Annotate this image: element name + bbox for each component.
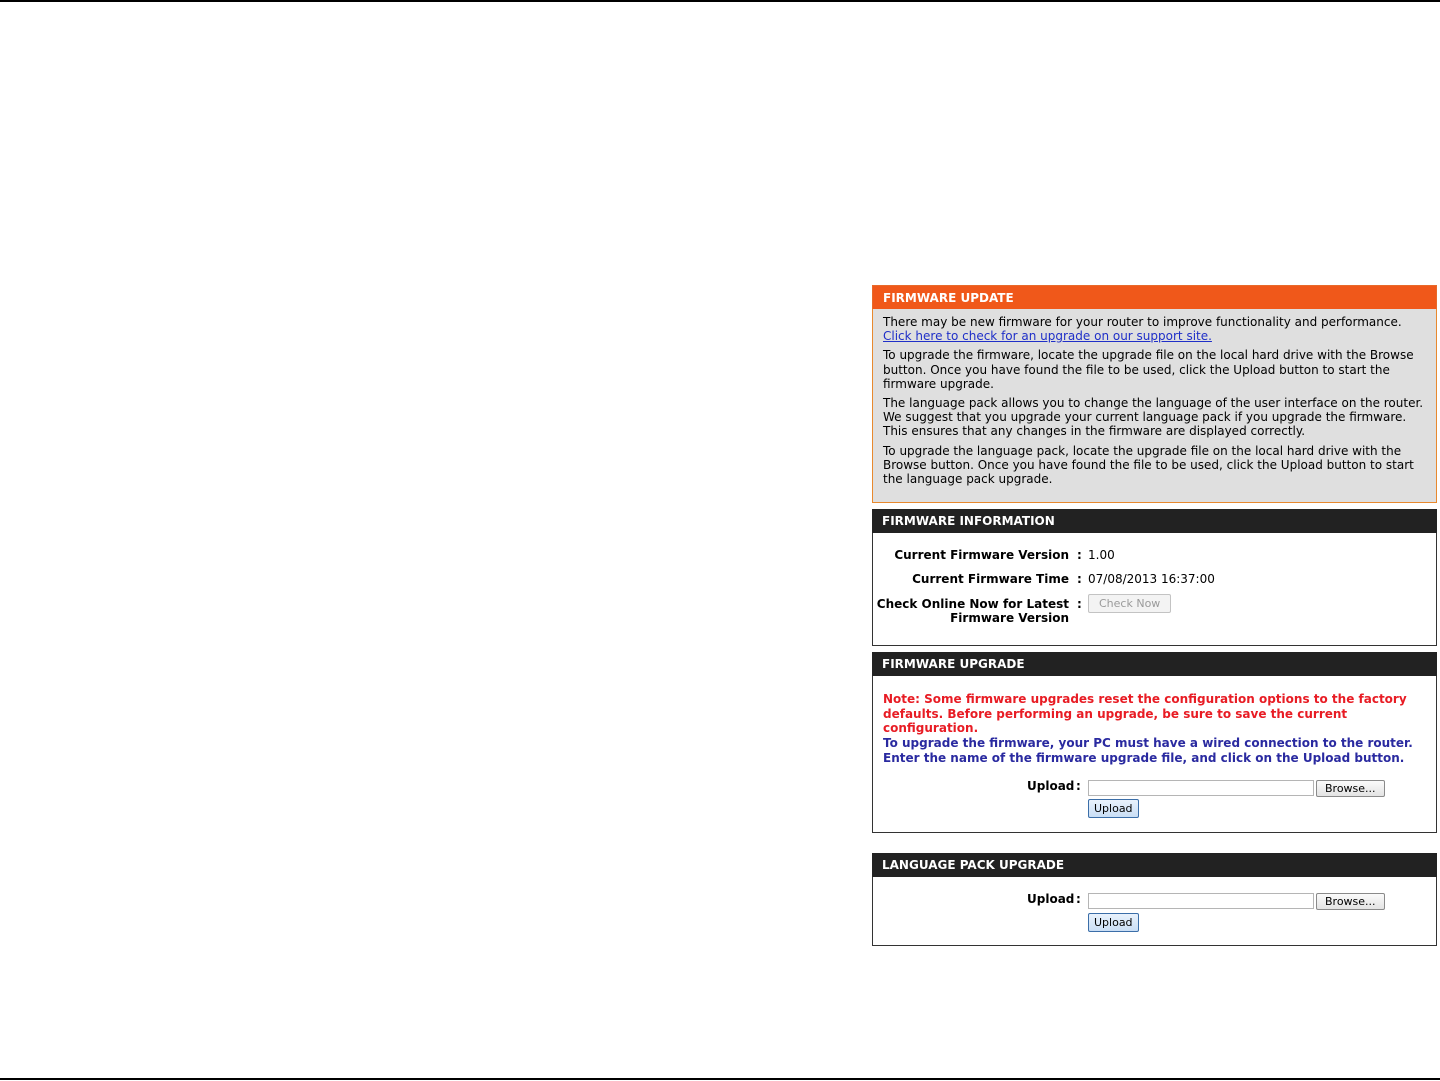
firmware-update-intro: There may be new firmware for your router to improve functionality and performance. bbox=[883, 315, 1402, 329]
firmware-upgrade-body bbox=[872, 676, 1437, 833]
language-upload-button[interactable]: Upload bbox=[1088, 913, 1139, 932]
firmware-version-label: Current Firmware Version bbox=[894, 548, 1069, 562]
firmware-update-panel bbox=[872, 285, 1437, 503]
firmware-time-label: Current Firmware Time bbox=[912, 572, 1069, 586]
firmware-update-intro-block bbox=[883, 315, 1426, 343]
firmware-upgrade-instructions: To upgrade the firmware, locate the upgrade file on the local hard drive with the Browse button. Once you have found the file to be used, click the Upload button to start the firmware upgrade. bbox=[883, 348, 1414, 391]
language-pack-upgrade-title: LANGUAGE PACK UPGRADE bbox=[872, 853, 1437, 877]
colon: : bbox=[1077, 597, 1082, 611]
firmware-upgrade-panel bbox=[872, 652, 1437, 833]
language-pack-instructions: To upgrade the language pack, locate the upgrade file on the local hard drive with the Browse button. Once you have found the file to be used, click the Upload button to start the language pack upgrade. bbox=[883, 443, 1414, 487]
colon: : bbox=[1076, 779, 1081, 793]
firmware-information-panel bbox=[872, 509, 1437, 646]
check-online-label bbox=[859, 597, 1069, 625]
firmware-upgrade-title: FIRMWARE UPGRADE bbox=[872, 652, 1437, 676]
firmware-version-value: 1.00 bbox=[1088, 548, 1115, 562]
language-pack-upgrade-panel bbox=[872, 853, 1437, 946]
check-online-label-line1: Check Online Now for Latest bbox=[876, 597, 1069, 611]
support-site-link[interactable]: Click here to check for an upgrade on our support site. bbox=[883, 329, 1212, 344]
firmware-time-value: 07/08/2013 16:37:00 bbox=[1088, 572, 1215, 586]
language-pack-description: The language pack allows you to change the language of the user interface on the router. We suggest that you upgrade your current language pack if you upgrade the firmware. This ensures that any changes in the firmware are displayed correctly. bbox=[883, 396, 1424, 439]
language-browse-button[interactable]: Browse... bbox=[1316, 893, 1385, 910]
firmware-file-input[interactable] bbox=[1088, 780, 1314, 796]
firmware-information-body bbox=[872, 533, 1437, 646]
firmware-browse-button[interactable]: Browse... bbox=[1316, 780, 1385, 797]
bottom-rule bbox=[0, 1078, 1440, 1080]
colon: : bbox=[1076, 892, 1081, 906]
firmware-upload-button[interactable]: Upload bbox=[1088, 799, 1139, 818]
check-online-label-line2: Firmware Version bbox=[950, 611, 1069, 625]
firmware-upgrade-instructions: To upgrade the firmware, your PC must have a wired connection to the router. Enter the name of the firmware upgrade file, and click on the Upload button. bbox=[883, 736, 1413, 765]
colon: : bbox=[1077, 572, 1082, 586]
language-file-input[interactable] bbox=[1088, 893, 1314, 909]
language-pack-upgrade-body bbox=[872, 877, 1437, 946]
firmware-information-title: FIRMWARE INFORMATION bbox=[872, 509, 1437, 533]
firmware-upgrade-warning: Note: Some firmware upgrades reset the configuration options to the factory defaults. Before performing an upgrade, be sure to save the current configuration. bbox=[883, 692, 1407, 735]
top-rule bbox=[0, 0, 1440, 2]
check-now-button[interactable]: Check Now bbox=[1088, 594, 1171, 613]
firmware-update-title: FIRMWARE UPDATE bbox=[872, 285, 1437, 309]
check-now-wrapper bbox=[1088, 594, 1171, 613]
language-upload-label: Upload bbox=[1027, 892, 1075, 906]
colon: : bbox=[1077, 548, 1082, 562]
firmware-update-body bbox=[872, 309, 1437, 503]
firmware-upload-label: Upload bbox=[1027, 779, 1075, 793]
